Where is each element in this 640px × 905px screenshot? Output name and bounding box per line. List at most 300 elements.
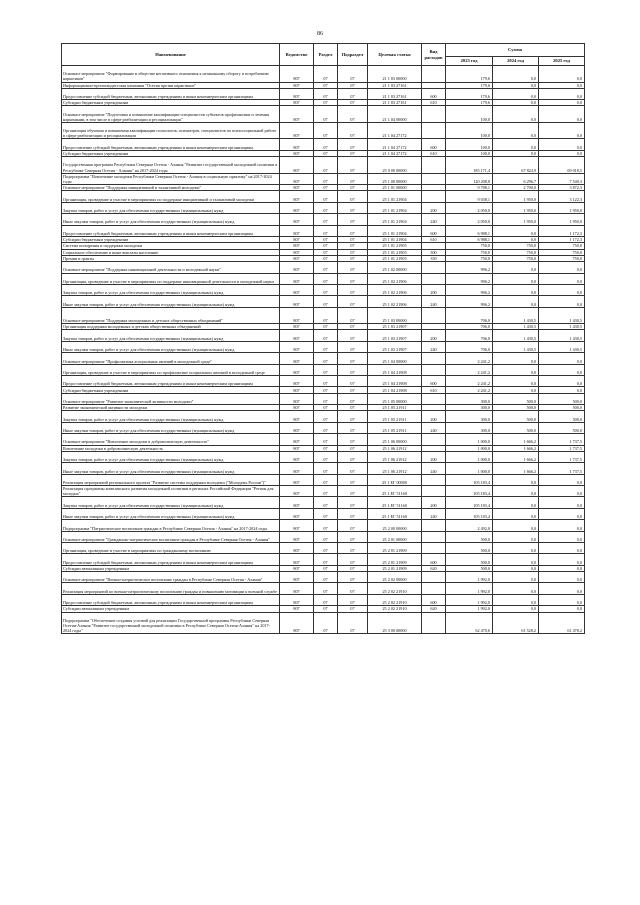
cell-2023: 6 988,1 bbox=[446, 225, 493, 236]
cell-2024: 500,0 bbox=[493, 411, 539, 422]
cell-section: 07 bbox=[314, 191, 338, 202]
cell-section: 07 bbox=[314, 486, 338, 497]
cell-2024: 0,0 bbox=[493, 100, 539, 106]
cell-section: 07 bbox=[314, 284, 338, 295]
cell-type: 600 bbox=[422, 225, 446, 236]
cell-target: 25 1 02 21906 bbox=[368, 284, 422, 295]
cell-dept: 807 bbox=[280, 474, 314, 485]
cell-section: 07 bbox=[314, 572, 338, 583]
table-row bbox=[62, 411, 585, 422]
cell-subsection: 07 bbox=[338, 364, 368, 375]
cell-type bbox=[422, 543, 446, 554]
cell-dept: 807 bbox=[280, 531, 314, 542]
cell-section: 07 bbox=[314, 296, 338, 307]
cell-subsection: 07 bbox=[338, 445, 368, 451]
cell-target: 25 1 02 21906 bbox=[368, 296, 422, 307]
cell-2024: 0,0 bbox=[493, 554, 539, 565]
cell-2023: 100,0 bbox=[446, 150, 493, 156]
cell-type bbox=[422, 520, 446, 531]
cell-target: 25 1 03 00000 bbox=[368, 307, 422, 324]
cell-type bbox=[422, 486, 446, 497]
header-type: Вид расходов bbox=[422, 44, 446, 66]
cell-dept: 807 bbox=[280, 243, 314, 249]
cell-name: Государственная программа Республики Северная Осетия - Алания "Развитие государственной молодежной политики в Республике Северная Осетия - Алания" на 2017-2024 годы bbox=[62, 157, 280, 174]
cell-section: 07 bbox=[314, 543, 338, 554]
cell-2024: 1 430,5 bbox=[493, 324, 539, 330]
cell-target: 25 1 03 21907 bbox=[368, 324, 422, 330]
table-row bbox=[62, 157, 585, 174]
cell-type: 610 bbox=[422, 236, 446, 242]
cell-2023: 100,0 bbox=[446, 139, 493, 150]
cell-type: 200 bbox=[422, 411, 446, 422]
cell-dept: 807 bbox=[280, 236, 314, 242]
cell-section: 07 bbox=[314, 100, 338, 106]
table-row bbox=[62, 353, 585, 364]
cell-name: Иные закупки товаров, работ и услуг для обеспечения государственных (муниципальных) нужд bbox=[62, 214, 280, 225]
cell-2025: 0,0 bbox=[539, 583, 585, 594]
cell-dept: 807 bbox=[280, 543, 314, 554]
cell-target: 25 0 00 00000 bbox=[368, 157, 422, 174]
cell-subsection: 07 bbox=[338, 606, 368, 612]
cell-2023: 2 050,0 bbox=[446, 214, 493, 225]
cell-section: 07 bbox=[314, 520, 338, 531]
cell-subsection: 07 bbox=[338, 284, 368, 295]
cell-target: 25 1 EГ 00000 bbox=[368, 474, 422, 485]
cell-2023: 706,0 bbox=[446, 341, 493, 352]
cell-target: 25 2 02 21910 bbox=[368, 583, 422, 594]
cell-type bbox=[422, 157, 446, 174]
cell-type bbox=[422, 393, 446, 404]
cell-section: 07 bbox=[314, 173, 338, 184]
cell-name: Социальное обеспечение и иные выплаты населению bbox=[62, 249, 280, 255]
cell-name: Основное мероприятие "Гражданско-патриотическое воспитание граждан в Республике Северная Осетия - Алания" bbox=[62, 531, 280, 542]
cell-name: Система поощрения и поддержки молодежи bbox=[62, 243, 280, 249]
cell-2024: 500,0 bbox=[493, 422, 539, 433]
table-row bbox=[62, 139, 585, 150]
cell-target: 25 2 01 21909 bbox=[368, 543, 422, 554]
cell-name: Закупка товаров, работ и услуг для обеспечения государственных (муниципальных) нужд bbox=[62, 497, 280, 508]
cell-dept: 807 bbox=[280, 405, 314, 411]
table-row bbox=[62, 88, 585, 99]
cell-name: Основное мероприятие "Профилактика асоциальных явлений в молодежной среде" bbox=[62, 353, 280, 364]
cell-dept: 807 bbox=[280, 100, 314, 106]
cell-2023: 1 992,0 bbox=[446, 583, 493, 594]
cell-2023: 300,0 bbox=[446, 411, 493, 422]
cell-2024: 1 430,5 bbox=[493, 330, 539, 341]
cell-name: Предоставление субсидий бюджетным, автономным учреждениям и иным некоммерческим организациям bbox=[62, 88, 280, 99]
table-row bbox=[62, 520, 585, 531]
cell-2023: 6 988,1 bbox=[446, 236, 493, 242]
cell-type bbox=[422, 307, 446, 324]
cell-2023: 100,0 bbox=[446, 106, 493, 123]
cell-section: 07 bbox=[314, 225, 338, 236]
cell-type bbox=[422, 364, 446, 375]
table-row bbox=[62, 364, 585, 375]
cell-target: 25 2 02 21910 bbox=[368, 594, 422, 605]
cell-name: Основное мероприятие "Развитие экономической активности молодежи" bbox=[62, 393, 280, 404]
cell-dept: 807 bbox=[280, 508, 314, 519]
cell-2023: 1 992,0 bbox=[446, 594, 493, 605]
cell-2025: 500,0 bbox=[539, 411, 585, 422]
cell-2025: 0,0 bbox=[539, 486, 585, 497]
cell-dept: 807 bbox=[280, 225, 314, 236]
cell-2023: 120 208,8 bbox=[446, 173, 493, 184]
cell-section: 07 bbox=[314, 594, 338, 605]
table-row bbox=[62, 543, 585, 554]
cell-name: Основное мероприятие "Военно-патриотическое воспитание граждан в Республике Северная Осетия - Алания" bbox=[62, 572, 280, 583]
cell-subsection: 07 bbox=[338, 173, 368, 184]
cell-subsection: 07 bbox=[338, 353, 368, 364]
cell-2025: 0,0 bbox=[539, 474, 585, 485]
cell-2024: 2 700,0 bbox=[493, 185, 539, 191]
cell-2024: 0,0 bbox=[493, 520, 539, 531]
cell-name: Закупка товаров, работ и услуг для обеспечения государственных (муниципальных) нужд bbox=[62, 202, 280, 213]
cell-dept: 807 bbox=[280, 451, 314, 462]
cell-target: 25 1 05 21911 bbox=[368, 405, 422, 411]
cell-dept: 807 bbox=[280, 273, 314, 284]
cell-type: 200 bbox=[422, 284, 446, 295]
cell-2023: 105 183,4 bbox=[446, 497, 493, 508]
cell-type: 200 bbox=[422, 330, 446, 341]
cell-2024: 1 666,2 bbox=[493, 463, 539, 474]
cell-section: 07 bbox=[314, 393, 338, 404]
cell-type: 620 bbox=[422, 606, 446, 612]
table-row bbox=[62, 66, 585, 83]
cell-type bbox=[422, 191, 446, 202]
cell-2025: 0,0 bbox=[539, 262, 585, 273]
cell-dept: 807 bbox=[280, 82, 314, 88]
table-row bbox=[62, 508, 585, 519]
cell-name: Подпрограмма "Патриотическое воспитание граждан в Республике Северная Осетия - Алания" на 2017-2024 годы bbox=[62, 520, 280, 531]
cell-2025: 0,0 bbox=[539, 508, 585, 519]
cell-section: 07 bbox=[314, 122, 338, 139]
table-row bbox=[62, 273, 585, 284]
cell-target: 25 2 00 00000 bbox=[368, 520, 422, 531]
cell-subsection: 07 bbox=[338, 88, 368, 99]
cell-2025: 0,0 bbox=[539, 122, 585, 139]
cell-dept: 807 bbox=[280, 249, 314, 255]
cell-2025: 0,0 bbox=[539, 387, 585, 393]
cell-type bbox=[422, 531, 446, 542]
cell-dept: 807 bbox=[280, 583, 314, 594]
cell-2023: 750,0 bbox=[446, 243, 493, 249]
cell-2025: 0,0 bbox=[539, 88, 585, 99]
cell-subsection: 07 bbox=[338, 296, 368, 307]
cell-subsection: 07 bbox=[338, 273, 368, 284]
cell-2024: 1 666,2 bbox=[493, 434, 539, 445]
cell-dept: 807 bbox=[280, 214, 314, 225]
cell-section: 07 bbox=[314, 150, 338, 156]
cell-type: 300 bbox=[422, 249, 446, 255]
cell-2025: 1 172,3 bbox=[539, 236, 585, 242]
cell-2023: 1 000,0 bbox=[446, 445, 493, 451]
cell-section: 07 bbox=[314, 214, 338, 225]
cell-2024: 0,0 bbox=[493, 565, 539, 571]
cell-dept: 807 bbox=[280, 572, 314, 583]
cell-name: Иные закупки товаров, работ и услуг для обеспечения государственных (муниципальных) нужд bbox=[62, 422, 280, 433]
cell-type bbox=[422, 66, 446, 83]
cell-2023: 105 183,4 bbox=[446, 508, 493, 519]
header-name: Наименование bbox=[62, 44, 280, 66]
cell-name: Закупка товаров, работ и услуг для обеспечения государственных (муниципальных) нужд bbox=[62, 411, 280, 422]
cell-target: 21 1 04 27172 bbox=[368, 150, 422, 156]
cell-2024: 0,0 bbox=[493, 82, 539, 88]
cell-target: 21 1 03 27161 bbox=[368, 100, 422, 106]
cell-type: 240 bbox=[422, 463, 446, 474]
cell-type: 600 bbox=[422, 594, 446, 605]
cell-name: Основное мероприятие "Поддержка инициативной и талантливой молодежи" bbox=[62, 185, 280, 191]
cell-name: Организация обучения и повышения квалификации психологов, психиатров, специалистов по психосоциальной работе в сфере реабилитации и ресоциализации bbox=[62, 122, 280, 139]
cell-dept: 807 bbox=[280, 173, 314, 184]
cell-dept: 807 bbox=[280, 554, 314, 565]
cell-name: Субсидии автономным учреждениям bbox=[62, 606, 280, 612]
cell-target: 25 1 05 21911 bbox=[368, 411, 422, 422]
cell-dept: 807 bbox=[280, 330, 314, 341]
cell-2023: 706,0 bbox=[446, 330, 493, 341]
cell-target: 25 1 01 21905 bbox=[368, 243, 422, 249]
cell-target: 25 1 05 00000 bbox=[368, 393, 422, 404]
cell-target: 25 1 05 21911 bbox=[368, 422, 422, 433]
cell-dept: 807 bbox=[280, 594, 314, 605]
cell-type bbox=[422, 262, 446, 273]
cell-2023: 9 038,1 bbox=[446, 191, 493, 202]
cell-2023: 185 171,4 bbox=[446, 157, 493, 174]
cell-2024: 0,0 bbox=[493, 353, 539, 364]
cell-2023: 2 241,2 bbox=[446, 364, 493, 375]
cell-2024: 0,0 bbox=[493, 606, 539, 612]
cell-target: 25 1 04 21908 bbox=[368, 387, 422, 393]
cell-2023: 500,0 bbox=[446, 554, 493, 565]
budget-table-container bbox=[61, 43, 584, 634]
cell-name: Закупка товаров, работ и услуг для обеспечения государственных (муниципальных) нужд bbox=[62, 284, 280, 295]
cell-section: 07 bbox=[314, 497, 338, 508]
cell-section: 07 bbox=[314, 82, 338, 88]
cell-section: 07 bbox=[314, 202, 338, 213]
cell-2024: 0,0 bbox=[493, 543, 539, 554]
cell-2025: 750,0 bbox=[539, 243, 585, 249]
cell-dept: 807 bbox=[280, 612, 314, 634]
cell-type bbox=[422, 353, 446, 364]
cell-dept: 807 bbox=[280, 296, 314, 307]
cell-subsection: 07 bbox=[338, 387, 368, 393]
cell-target: 21 1 03 00000 bbox=[368, 66, 422, 83]
cell-name: Закупка товаров, работ и услуг для обеспечения государственных (муниципальных) нужд bbox=[62, 451, 280, 462]
cell-2023: 2 050,0 bbox=[446, 202, 493, 213]
cell-dept: 807 bbox=[280, 122, 314, 139]
cell-dept: 807 bbox=[280, 88, 314, 99]
cell-target: 25 2 01 00000 bbox=[368, 531, 422, 542]
cell-subsection: 07 bbox=[338, 82, 368, 88]
cell-2023: 105 183,4 bbox=[446, 474, 493, 485]
cell-target: 25 1 06 00000 bbox=[368, 434, 422, 445]
cell-2025: 0,0 bbox=[539, 353, 585, 364]
table-row bbox=[62, 341, 585, 352]
cell-name: Субсидии бюджетным учреждениям bbox=[62, 236, 280, 242]
cell-2023: 179,6 bbox=[446, 100, 493, 106]
cell-name: Субсидии бюджетным учреждениям bbox=[62, 100, 280, 106]
cell-section: 07 bbox=[314, 157, 338, 174]
cell-subsection: 07 bbox=[338, 376, 368, 387]
cell-target: 25 1 03 21907 bbox=[368, 330, 422, 341]
header-section: Раздел bbox=[314, 44, 338, 66]
cell-target: 25 1 01 21904 bbox=[368, 202, 422, 213]
cell-2025: 1 737,5 bbox=[539, 434, 585, 445]
cell-2023: 706,0 bbox=[446, 324, 493, 330]
cell-name: Подпрограмма "Вовлечение молодежи Республики Северная Осетия - Алания в социальную практику" на 2017-2024 годы bbox=[62, 173, 280, 184]
cell-section: 07 bbox=[314, 324, 338, 330]
cell-section: 07 bbox=[314, 236, 338, 242]
cell-2024: 0,0 bbox=[493, 497, 539, 508]
cell-2025: 1 737,5 bbox=[539, 451, 585, 462]
cell-2025: 0,0 bbox=[539, 594, 585, 605]
cell-subsection: 07 bbox=[338, 583, 368, 594]
table-row bbox=[62, 451, 585, 462]
cell-dept: 807 bbox=[280, 284, 314, 295]
cell-2025: 1 950,0 bbox=[539, 214, 585, 225]
cell-name: Субсидии бюджетным учреждениям bbox=[62, 150, 280, 156]
cell-type: 200 bbox=[422, 497, 446, 508]
cell-target: 25 2 01 21909 bbox=[368, 554, 422, 565]
cell-type: 240 bbox=[422, 214, 446, 225]
cell-target: 25 1 01 21904 bbox=[368, 214, 422, 225]
cell-type bbox=[422, 583, 446, 594]
cell-2024: 0,0 bbox=[493, 225, 539, 236]
cell-target: 25 1 06 21912 bbox=[368, 445, 422, 451]
cell-section: 07 bbox=[314, 353, 338, 364]
cell-target: 21 1 04 00000 bbox=[368, 106, 422, 123]
cell-section: 07 bbox=[314, 583, 338, 594]
cell-name: Премии и гранты bbox=[62, 255, 280, 261]
table-row bbox=[62, 474, 585, 485]
cell-name: Информационно-пропагандистская кампания "Осетия против наркотиков" bbox=[62, 82, 280, 88]
cell-dept: 807 bbox=[280, 185, 314, 191]
table-row bbox=[62, 173, 585, 184]
cell-2024: 0,0 bbox=[493, 66, 539, 83]
cell-2023: 9 788,1 bbox=[446, 185, 493, 191]
cell-2023: 500,0 bbox=[446, 543, 493, 554]
cell-2023: 1 992,0 bbox=[446, 572, 493, 583]
cell-dept: 807 bbox=[280, 341, 314, 352]
cell-section: 07 bbox=[314, 445, 338, 451]
cell-2025: 1 430,5 bbox=[539, 330, 585, 341]
cell-section: 07 bbox=[314, 243, 338, 249]
cell-dept: 807 bbox=[280, 353, 314, 364]
cell-dept: 807 bbox=[280, 376, 314, 387]
cell-section: 07 bbox=[314, 88, 338, 99]
cell-section: 07 bbox=[314, 434, 338, 445]
cell-subsection: 07 bbox=[338, 572, 368, 583]
cell-target: 25 1 01 21904 bbox=[368, 191, 422, 202]
cell-2023: 1 000,0 bbox=[446, 451, 493, 462]
header-sum: Сумма bbox=[446, 44, 585, 57]
cell-2023: 706,0 bbox=[446, 307, 493, 324]
cell-type: 200 bbox=[422, 451, 446, 462]
cell-dept: 807 bbox=[280, 157, 314, 174]
cell-2025: 0,0 bbox=[539, 100, 585, 106]
cell-subsection: 07 bbox=[338, 324, 368, 330]
cell-dept: 807 bbox=[280, 393, 314, 404]
cell-2024: 67 824,9 bbox=[493, 157, 539, 174]
header-2024: 2024 год bbox=[493, 57, 539, 66]
cell-name: Организация поддержки молодежных и детских общественных объединений bbox=[62, 324, 280, 330]
cell-name: Реализация мероприятий регионального проекта "Развитие системы поддержки молодежи ("Молодежь России")" bbox=[62, 474, 280, 485]
cell-subsection: 07 bbox=[338, 612, 368, 634]
cell-2025: 0,0 bbox=[539, 150, 585, 156]
table-row bbox=[62, 106, 585, 123]
cell-type bbox=[422, 474, 446, 485]
cell-target: 21 1 03 27161 bbox=[368, 88, 422, 99]
cell-target: 25 1 03 21907 bbox=[368, 341, 422, 352]
cell-2024: 1 666,2 bbox=[493, 451, 539, 462]
cell-2023: 2 241,2 bbox=[446, 353, 493, 364]
cell-name: Организация, проведение и участие в мероприятиях по профилактике асоциальных явлений в молодежной среде bbox=[62, 364, 280, 375]
cell-dept: 807 bbox=[280, 463, 314, 474]
cell-subsection: 07 bbox=[338, 341, 368, 352]
cell-target: 21 1 04 27172 bbox=[368, 139, 422, 150]
cell-dept: 807 bbox=[280, 106, 314, 123]
header-target: Целевая статья bbox=[368, 44, 422, 66]
cell-target: 25 1 06 21912 bbox=[368, 451, 422, 462]
cell-section: 07 bbox=[314, 330, 338, 341]
cell-2025: 3 872,3 bbox=[539, 185, 585, 191]
header-2023: 2023 год bbox=[446, 57, 493, 66]
cell-type: 610 bbox=[422, 100, 446, 106]
table-header bbox=[62, 44, 585, 66]
cell-name: Иные закупки товаров, работ и услуг для обеспечения государственных (муниципальных) нужд bbox=[62, 341, 280, 352]
cell-2025: 750,0 bbox=[539, 255, 585, 261]
cell-2023: 1 000,0 bbox=[446, 463, 493, 474]
cell-2023: 179,6 bbox=[446, 82, 493, 88]
cell-2023: 1 992,0 bbox=[446, 606, 493, 612]
table-row bbox=[62, 191, 585, 202]
cell-subsection: 07 bbox=[338, 150, 368, 156]
cell-2025: 500,0 bbox=[539, 422, 585, 433]
table-row bbox=[62, 225, 585, 236]
table-row bbox=[62, 594, 585, 605]
cell-2025: 1 430,5 bbox=[539, 307, 585, 324]
cell-2024: 0,0 bbox=[493, 531, 539, 542]
cell-2025: 1 430,5 bbox=[539, 341, 585, 352]
cell-2024: 0,0 bbox=[493, 474, 539, 485]
cell-2023: 100,0 bbox=[446, 122, 493, 139]
cell-name: Основное мероприятие "Поддержка инновационной деятельности и молодежной науки" bbox=[62, 262, 280, 273]
cell-2025: 61 478,2 bbox=[539, 612, 585, 634]
cell-type bbox=[422, 434, 446, 445]
cell-subsection: 07 bbox=[338, 486, 368, 497]
cell-name: Развитие экономической активности молодежи bbox=[62, 405, 280, 411]
cell-dept: 807 bbox=[280, 66, 314, 83]
cell-2025: 0,0 bbox=[539, 139, 585, 150]
cell-section: 07 bbox=[314, 255, 338, 261]
cell-2024: 0,0 bbox=[493, 387, 539, 393]
cell-dept: 807 bbox=[280, 520, 314, 531]
cell-name: Иные закупки товаров, работ и услуг для обеспечения государственных (муниципальных) нужд bbox=[62, 508, 280, 519]
cell-2023: 750,0 bbox=[446, 255, 493, 261]
cell-subsection: 07 bbox=[338, 411, 368, 422]
cell-2024: 0,0 bbox=[493, 122, 539, 139]
cell-subsection: 07 bbox=[338, 463, 368, 474]
cell-2025: 0,0 bbox=[539, 565, 585, 571]
cell-name: Предоставление субсидий бюджетным, автономным учреждениям и иным некоммерческим организациям bbox=[62, 594, 280, 605]
cell-2025: 0,0 bbox=[539, 606, 585, 612]
cell-section: 07 bbox=[314, 463, 338, 474]
cell-subsection: 07 bbox=[338, 214, 368, 225]
cell-2023: 179,6 bbox=[446, 66, 493, 83]
cell-2025: 7 540,3 bbox=[539, 173, 585, 184]
cell-2024: 750,0 bbox=[493, 255, 539, 261]
cell-subsection: 07 bbox=[338, 531, 368, 542]
cell-2023: 996,2 bbox=[446, 262, 493, 273]
